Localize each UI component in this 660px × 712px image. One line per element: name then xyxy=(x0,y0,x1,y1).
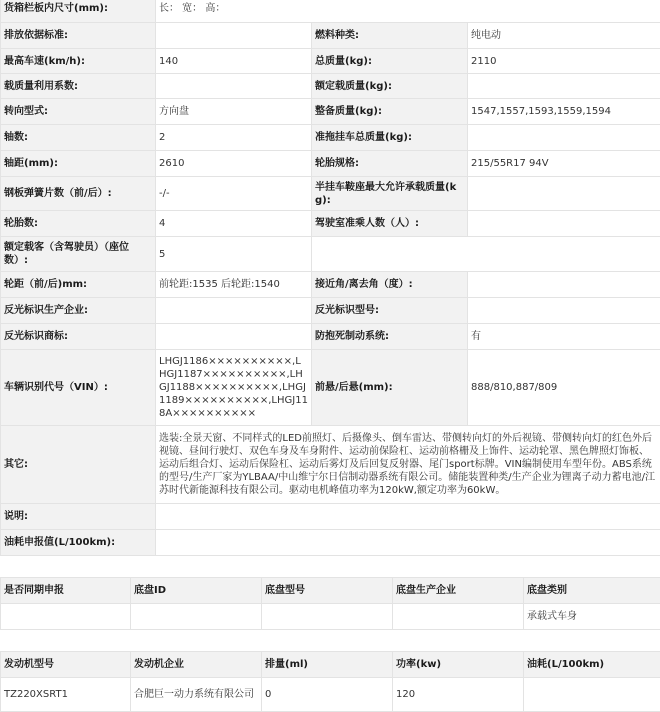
spec-row xyxy=(1,23,660,49)
spec-row xyxy=(1,324,660,350)
engine-data-row xyxy=(1,678,660,712)
vin-label: 车辆识别代号（VIN）: xyxy=(1,350,156,426)
fuel-cons-value xyxy=(156,530,660,556)
cab-label: 驾驶室准乘人数（人）: xyxy=(312,211,468,237)
chassis-header-row xyxy=(1,578,660,604)
rated-load-label: 额定载质量(kg): xyxy=(312,74,468,99)
load-util-value xyxy=(156,74,312,99)
axles-value: 2 xyxy=(156,125,312,151)
engine-header-power: 功率(kw) xyxy=(393,652,524,678)
spec-row xyxy=(1,151,660,177)
chassis-header-category: 底盘类别 xyxy=(524,578,660,604)
chassis-id-value xyxy=(131,604,262,630)
spring-label: 钢板弹簧片数（前/后）: xyxy=(1,177,156,211)
trailer-mass-value xyxy=(468,125,660,151)
spec-row xyxy=(1,350,660,426)
other-label: 其它: xyxy=(1,426,156,504)
max-speed-label: 最高车速(km/h): xyxy=(1,49,156,74)
engine-fuel-value xyxy=(524,678,660,712)
trailer-mass-label: 准拖挂车总质量(kg): xyxy=(312,125,468,151)
engine-header-maker: 发动机企业 xyxy=(131,652,262,678)
chassis-maker-value xyxy=(393,604,524,630)
spec-row xyxy=(1,49,660,74)
curb-mass-value: 1547,1557,1593,1559,1594 xyxy=(468,99,660,125)
vin-value: LHGJ1186××××××××××,LHGJ1187××××××××××,LHGJ1188××××××××××,LHGJ1189××××××××××,LHGJ118A×××××××××× xyxy=(156,350,312,426)
spec-row xyxy=(1,298,660,324)
track-label: 轮距（前/后)mm: xyxy=(1,272,156,298)
reflect-brand-label: 反光标识商标: xyxy=(1,324,156,350)
engine-header-displacement: 排量(ml) xyxy=(262,652,393,678)
max-speed-value: 140 xyxy=(156,49,312,74)
emission-std-label: 排放依据标准: xyxy=(1,23,156,49)
reflect-model-value xyxy=(468,298,660,324)
overhang-value: 888/810,887/809 xyxy=(468,350,660,426)
chassis-model-value xyxy=(262,604,393,630)
spec-row xyxy=(1,99,660,125)
abs-value: 有 xyxy=(468,324,660,350)
cab-value xyxy=(468,211,660,237)
reflect-brand-value xyxy=(156,324,312,350)
spec-row xyxy=(1,0,660,23)
spring-value: -/- xyxy=(156,177,312,211)
cargo-dims-label: 货箱栏板内尺寸(mm): xyxy=(1,0,156,23)
tire-value: 215/55R17 94V xyxy=(468,151,660,177)
emission-std-value xyxy=(156,23,312,49)
total-mass-value: 2110 xyxy=(468,49,660,74)
spec-row xyxy=(1,426,660,504)
spec-row xyxy=(1,74,660,99)
spec-row xyxy=(1,272,660,298)
rated-load-value xyxy=(468,74,660,99)
engine-power-value: 120 xyxy=(393,678,524,712)
seats-value: 5 xyxy=(156,237,312,272)
reflect-model-label: 反光标识型号: xyxy=(312,298,468,324)
spec-row xyxy=(1,177,660,211)
other-value: 选装:全景天窗、不同样式的LED前照灯、后摄像头、倒车雷达、带侧转向灯的外后视镜、带侧转向灯的红色外后视镜、昼间行驶灯、双色车身及车身附件、运动前保险杠、运动前格栅及上饰件、运动轮罩、黑色牌照灯饰板、运动后组合灯、运动后保险杠、运动后雾灯及后回复反射器、尾门sport标牌。VIN编制使用车型年份。ABS系统的型号/生产厂家为YLBAA/中山维宁尔日信制动器系统有限公司。储能装置种类/生产企业为锂离子动力蓄电池/江苏时代新能源科技有限公司。驱动电机峰值功率为120kW,额定功率为60kW。 xyxy=(156,426,660,504)
spec-row xyxy=(1,211,660,237)
saddle-label: 半挂车鞍座最大允许承载质量(kg): xyxy=(312,177,468,211)
overhang-label: 前悬/后悬(mm): xyxy=(312,350,468,426)
chassis-table xyxy=(0,577,660,630)
note-label: 说明: xyxy=(1,504,156,530)
engine-header-row xyxy=(1,652,660,678)
cargo-dims-value: 长： 宽： 高： xyxy=(156,0,660,23)
chassis-category-value: 承载式车身 xyxy=(524,604,660,630)
empty-cell xyxy=(312,237,660,272)
total-mass-label: 总质量(kg): xyxy=(312,49,468,74)
axles-label: 轴数: xyxy=(1,125,156,151)
fuel-type-value: 纯电动 xyxy=(468,23,660,49)
engine-maker-value: 合肥巨一动力系统有限公司 xyxy=(131,678,262,712)
tire-label: 轮胎规格: xyxy=(312,151,468,177)
steering-label: 转向型式: xyxy=(1,99,156,125)
fuel-cons-label: 油耗申报值(L/100km): xyxy=(1,530,156,556)
spec-row xyxy=(1,125,660,151)
chassis-header-model: 底盘型号 xyxy=(262,578,393,604)
chassis-header-maker: 底盘生产企业 xyxy=(393,578,524,604)
approach-label: 接近角/离去角（度）: xyxy=(312,272,468,298)
seats-label: 额定载客（含驾驶员）（座位数）: xyxy=(1,237,156,272)
reflect-maker-value xyxy=(156,298,312,324)
tire-count-value: 4 xyxy=(156,211,312,237)
load-util-label: 载质量利用系数: xyxy=(1,74,156,99)
chassis-sync-value xyxy=(1,604,131,630)
chassis-data-row xyxy=(1,604,660,630)
reflect-maker-label: 反光标识生产企业: xyxy=(1,298,156,324)
track-value: 前轮距:1535 后轮距:1540 xyxy=(156,272,312,298)
approach-value xyxy=(468,272,660,298)
abs-label: 防抱死制动系统: xyxy=(312,324,468,350)
steering-value: 方向盘 xyxy=(156,99,312,125)
engine-table xyxy=(0,651,660,712)
wheelbase-label: 轴距(mm): xyxy=(1,151,156,177)
chassis-header-id: 底盘ID xyxy=(131,578,262,604)
note-value xyxy=(156,504,660,530)
curb-mass-label: 整备质量(kg): xyxy=(312,99,468,125)
spec-row xyxy=(1,530,660,556)
engine-model-value: TZ220XSRT1 xyxy=(1,678,131,712)
engine-header-model: 发动机型号 xyxy=(1,652,131,678)
engine-displacement-value: 0 xyxy=(262,678,393,712)
spec-row xyxy=(1,237,660,272)
engine-header-fuel: 油耗(L/100km) xyxy=(524,652,660,678)
wheelbase-value: 2610 xyxy=(156,151,312,177)
spec-row xyxy=(1,504,660,530)
fuel-type-label: 燃料种类: xyxy=(312,23,468,49)
chassis-header-sync: 是否同期申报 xyxy=(1,578,131,604)
tire-count-label: 轮胎数: xyxy=(1,211,156,237)
saddle-value xyxy=(468,177,660,211)
